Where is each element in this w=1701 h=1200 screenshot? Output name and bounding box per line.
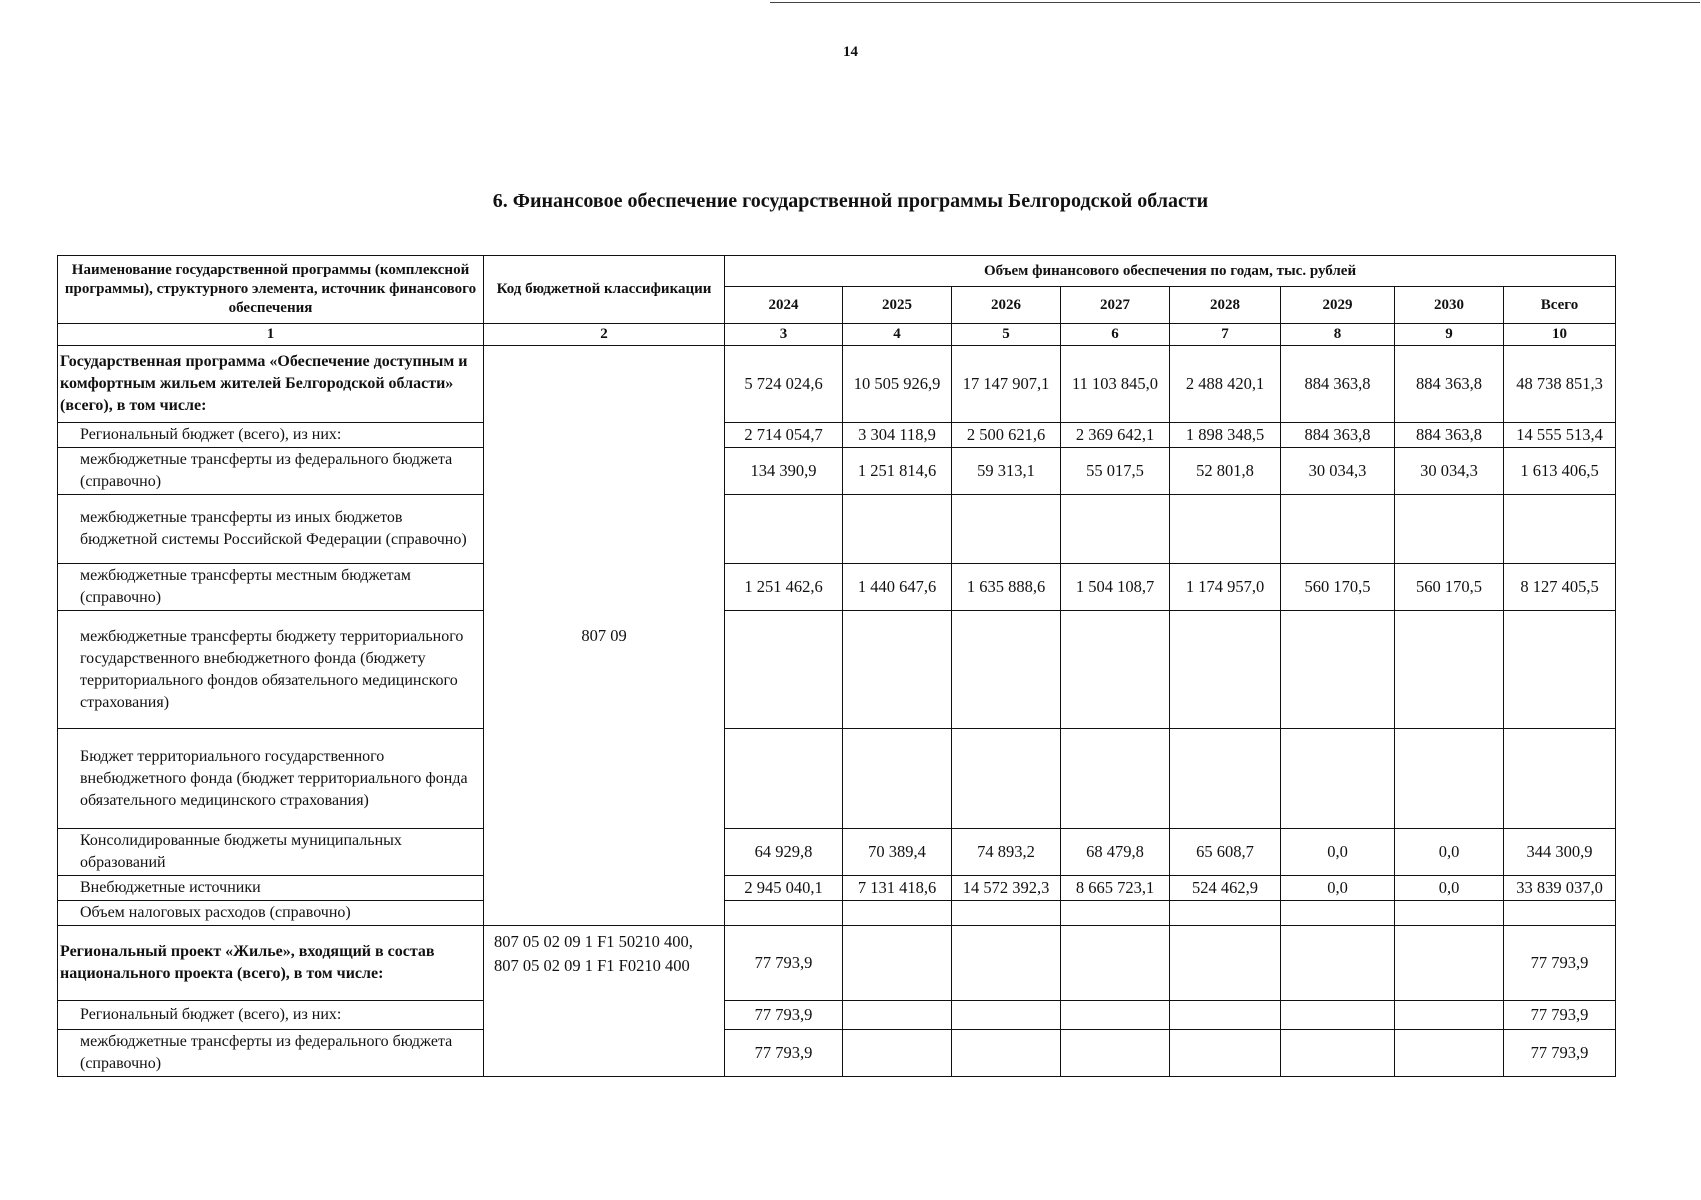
- table-row: [58, 423, 1616, 448]
- value-cell: [1281, 926, 1395, 1001]
- project-code-line: 807 05 02 09 1 F1 F0210 400: [494, 956, 690, 975]
- value-cell: 134 390,9: [725, 448, 843, 495]
- row-name: межбюджетные трансферты из иных бюджетов бюджетной системы Российской Федерации (справочно): [58, 495, 484, 564]
- year-2024: 2024: [725, 287, 843, 324]
- value-cell: [952, 926, 1061, 1001]
- value-cell: 884 363,8: [1395, 346, 1504, 423]
- value-cell: 30 034,3: [1395, 448, 1504, 495]
- value-cell: 77 793,9: [725, 1001, 843, 1030]
- value-cell: 11 103 845,0: [1061, 346, 1170, 423]
- value-cell: [1395, 926, 1504, 1001]
- program-code: 807 09: [484, 346, 725, 926]
- table-row: [58, 901, 1616, 926]
- value-cell: 77 793,9: [725, 1030, 843, 1077]
- table-row: [58, 829, 1616, 876]
- year-2029: 2029: [1281, 287, 1395, 324]
- row-name: Консолидированные бюджеты муниципальных образований: [58, 829, 484, 876]
- value-cell: [1281, 1001, 1395, 1030]
- header-index-row: [58, 324, 1616, 346]
- value-cell: 52 801,8: [1170, 448, 1281, 495]
- value-cell: 0,0: [1281, 829, 1395, 876]
- value-cell: [1061, 901, 1170, 926]
- table-row: [58, 495, 1616, 564]
- value-cell: 2 945 040,1: [725, 876, 843, 901]
- value-cell: 70 389,4: [843, 829, 952, 876]
- page-title: 6. Финансовое обеспечение государственной программы Белгородской области: [492, 190, 1209, 212]
- value-cell: [725, 901, 843, 926]
- value-cell: [1170, 926, 1281, 1001]
- row-name: Бюджет территориального государственного внебюджетного фонда (бюджет территориального фонда обязательного медицинского страхования): [58, 729, 484, 829]
- value-cell: 7 131 418,6: [843, 876, 952, 901]
- value-cell: [1170, 901, 1281, 926]
- col-index: 10: [1504, 324, 1616, 346]
- value-cell: 10 505 926,9: [843, 346, 952, 423]
- table-row: [58, 876, 1616, 901]
- value-cell: 77 793,9: [725, 926, 843, 1001]
- table-row: [58, 346, 1616, 423]
- row-name: межбюджетные трансферты местным бюджетам (справочно): [58, 564, 484, 611]
- value-cell: [1504, 901, 1616, 926]
- value-cell: [1170, 1001, 1281, 1030]
- value-cell: [1281, 1030, 1395, 1077]
- value-cell: [1061, 1030, 1170, 1077]
- year-total: Всего: [1504, 287, 1616, 324]
- value-cell: [843, 901, 952, 926]
- year-2026: 2026: [952, 287, 1061, 324]
- value-cell: [1504, 495, 1616, 564]
- table-row: [58, 1001, 1616, 1030]
- value-cell: [1061, 611, 1170, 729]
- value-cell: [725, 729, 843, 829]
- row-name: межбюджетные трансферты бюджету территориального государственного внебюджетного фонда (бюджету территориального фондов обязательного медицинского страхования): [58, 611, 484, 729]
- value-cell: [1281, 729, 1395, 829]
- value-cell: 68 479,8: [1061, 829, 1170, 876]
- row-name: Государственная программа «Обеспечение доступным и комфортным жильем жителей Белгородской области» (всего), в том числе:: [58, 346, 484, 423]
- value-cell: [1170, 1030, 1281, 1077]
- value-cell: 1 898 348,5: [1170, 423, 1281, 448]
- value-cell: 1 613 406,5: [1504, 448, 1616, 495]
- value-cell: [1395, 901, 1504, 926]
- value-cell: 5 724 024,6: [725, 346, 843, 423]
- row-name: Внебюджетные источники: [58, 876, 484, 901]
- value-cell: 59 313,1: [952, 448, 1061, 495]
- value-cell: 1 504 108,7: [1061, 564, 1170, 611]
- value-cell: 3 304 118,9: [843, 423, 952, 448]
- value-cell: 1 251 814,6: [843, 448, 952, 495]
- value-cell: [1061, 729, 1170, 829]
- table-row: [58, 926, 1616, 1001]
- value-cell: 1 440 647,6: [843, 564, 952, 611]
- year-2030: 2030: [1395, 287, 1504, 324]
- year-2025: 2025: [843, 287, 952, 324]
- value-cell: 55 017,5: [1061, 448, 1170, 495]
- value-cell: 14 555 513,4: [1504, 423, 1616, 448]
- row-name: Региональный бюджет (всего), из них:: [58, 1001, 484, 1030]
- header-name: Наименование государственной программы (комплексной программы), структурного элемента, источник финансового обеспечения: [58, 256, 484, 324]
- value-cell: [1170, 729, 1281, 829]
- table-row: [58, 729, 1616, 829]
- value-cell: 74 893,2: [952, 829, 1061, 876]
- col-index: 8: [1281, 324, 1395, 346]
- col-index: 1: [58, 324, 484, 346]
- col-index: 5: [952, 324, 1061, 346]
- financing-table: [57, 255, 1616, 1077]
- value-cell: 0,0: [1281, 876, 1395, 901]
- col-index: 3: [725, 324, 843, 346]
- table-row: [58, 564, 1616, 611]
- value-cell: [952, 495, 1061, 564]
- row-name: Региональный бюджет (всего), из них:: [58, 423, 484, 448]
- row-name: Региональный проект «Жилье», входящий в состав национального проекта (всего), в том числе:: [58, 926, 484, 1001]
- value-cell: [1395, 495, 1504, 564]
- value-cell: [843, 926, 952, 1001]
- value-cell: 2 500 621,6: [952, 423, 1061, 448]
- page-number: 14: [843, 44, 858, 60]
- value-cell: 1 635 888,6: [952, 564, 1061, 611]
- value-cell: 884 363,8: [1281, 346, 1395, 423]
- value-cell: 17 147 907,1: [952, 346, 1061, 423]
- value-cell: 1 174 957,0: [1170, 564, 1281, 611]
- value-cell: 0,0: [1395, 829, 1504, 876]
- value-cell: 2 488 420,1: [1170, 346, 1281, 423]
- value-cell: [1061, 495, 1170, 564]
- col-index: 7: [1170, 324, 1281, 346]
- value-cell: [952, 1030, 1061, 1077]
- value-cell: 48 738 851,3: [1504, 346, 1616, 423]
- value-cell: [843, 729, 952, 829]
- value-cell: [1170, 611, 1281, 729]
- project-code: [484, 926, 725, 1077]
- value-cell: [843, 1001, 952, 1030]
- value-cell: 77 793,9: [1504, 1001, 1616, 1030]
- value-cell: [1281, 495, 1395, 564]
- value-cell: [1061, 926, 1170, 1001]
- value-cell: 14 572 392,3: [952, 876, 1061, 901]
- row-name: Объем налоговых расходов (справочно): [58, 901, 484, 926]
- project-code-line: 807 05 02 09 1 F1 50210 400,: [494, 932, 693, 951]
- value-cell: [843, 495, 952, 564]
- header-volume: Объем финансового обеспечения по годам, тыс. рублей: [725, 256, 1616, 287]
- table-row: [58, 611, 1616, 729]
- col-index: 2: [484, 324, 725, 346]
- value-cell: 8 127 405,5: [1504, 564, 1616, 611]
- value-cell: 65 608,7: [1170, 829, 1281, 876]
- value-cell: [1395, 1001, 1504, 1030]
- value-cell: 77 793,9: [1504, 1030, 1616, 1077]
- value-cell: [1504, 611, 1616, 729]
- value-cell: [1395, 729, 1504, 829]
- header-code: Код бюджетной классификации: [484, 256, 725, 324]
- row-name: межбюджетные трансферты из федерального бюджета (справочно): [58, 448, 484, 495]
- value-cell: [843, 1030, 952, 1077]
- year-2027: 2027: [1061, 287, 1170, 324]
- value-cell: [1395, 1030, 1504, 1077]
- value-cell: 30 034,3: [1281, 448, 1395, 495]
- header-row-1: [58, 256, 1616, 287]
- value-cell: 2 369 642,1: [1061, 423, 1170, 448]
- year-2028: 2028: [1170, 287, 1281, 324]
- value-cell: [725, 495, 843, 564]
- top-rule: [770, 2, 1700, 3]
- table-row: [58, 448, 1616, 495]
- value-cell: [952, 611, 1061, 729]
- value-cell: 8 665 723,1: [1061, 876, 1170, 901]
- value-cell: [952, 901, 1061, 926]
- value-cell: 344 300,9: [1504, 829, 1616, 876]
- value-cell: [1504, 729, 1616, 829]
- value-cell: 560 170,5: [1281, 564, 1395, 611]
- value-cell: [1061, 1001, 1170, 1030]
- row-name: межбюджетные трансферты из федерального бюджета (справочно): [58, 1030, 484, 1077]
- col-index: 6: [1061, 324, 1170, 346]
- value-cell: 884 363,8: [1281, 423, 1395, 448]
- value-cell: 2 714 054,7: [725, 423, 843, 448]
- table-row: [58, 1030, 1616, 1077]
- value-cell: [952, 1001, 1061, 1030]
- value-cell: 884 363,8: [1395, 423, 1504, 448]
- value-cell: 33 839 037,0: [1504, 876, 1616, 901]
- value-cell: [1281, 901, 1395, 926]
- value-cell: [1395, 611, 1504, 729]
- value-cell: 64 929,8: [725, 829, 843, 876]
- value-cell: [1170, 495, 1281, 564]
- value-cell: [843, 611, 952, 729]
- value-cell: [952, 729, 1061, 829]
- value-cell: 524 462,9: [1170, 876, 1281, 901]
- value-cell: 0,0: [1395, 876, 1504, 901]
- value-cell: [1281, 611, 1395, 729]
- col-index: 4: [843, 324, 952, 346]
- value-cell: 560 170,5: [1395, 564, 1504, 611]
- col-index: 9: [1395, 324, 1504, 346]
- value-cell: 77 793,9: [1504, 926, 1616, 1001]
- value-cell: 1 251 462,6: [725, 564, 843, 611]
- value-cell: [725, 611, 843, 729]
